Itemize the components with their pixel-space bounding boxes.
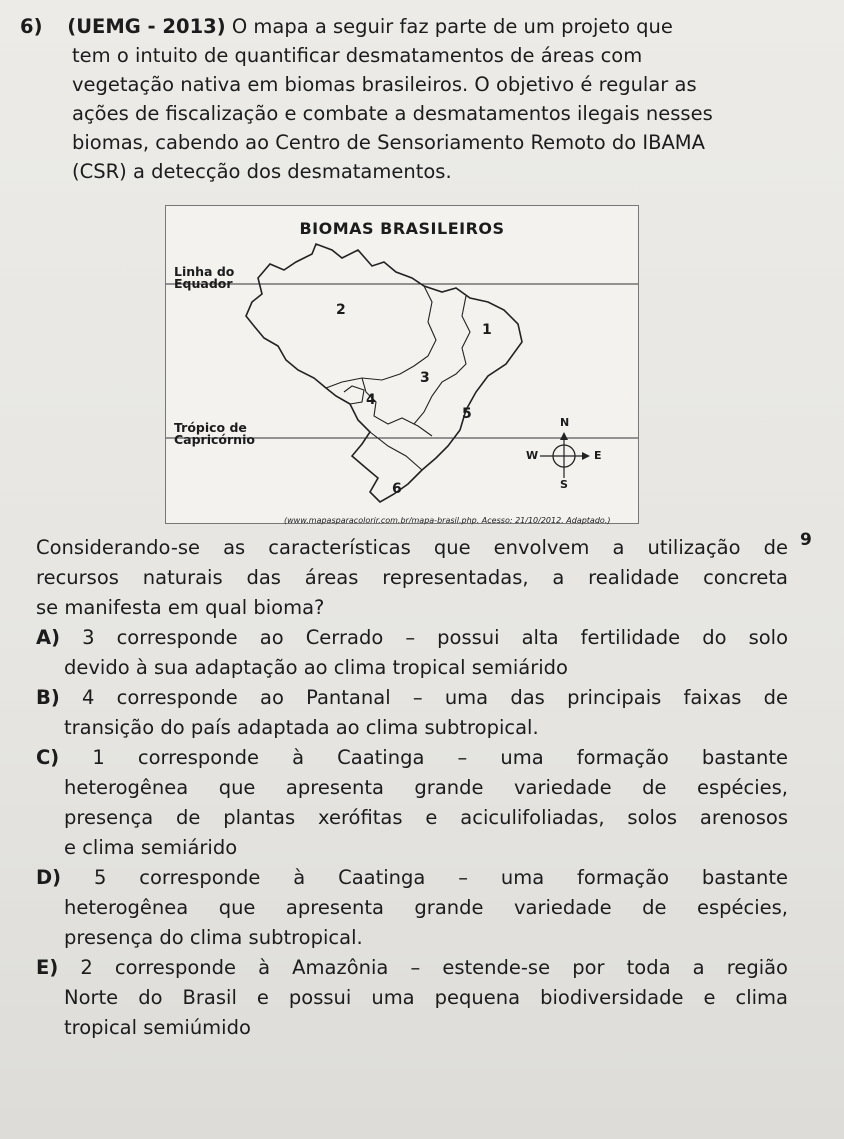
prompt-line-1: Considerando-se as características que envolvem a utilização de xyxy=(36,536,788,559)
question-source: (UEMG - 2013) xyxy=(67,15,226,38)
option-b-line-1: 4 corresponde ao Pantanal – uma das principais faixas de xyxy=(82,686,788,709)
margin-number: 9 xyxy=(800,530,812,550)
biomes-map xyxy=(165,205,639,524)
equator-label-1: Linha do xyxy=(174,264,235,279)
brazil-outline xyxy=(246,244,522,502)
option-b[interactable] xyxy=(36,683,788,743)
option-d-line-2: heterogênea que apresenta grande variedade de espécies, xyxy=(64,896,788,919)
compass-n: N xyxy=(560,416,570,429)
option-c-line-4: e clima semiárido xyxy=(64,836,238,859)
biome-number-1: 1 xyxy=(482,322,492,338)
tropic-label-2: Capricórnio xyxy=(174,432,255,447)
option-e-line-3: tropical semiúmido xyxy=(64,1016,251,1039)
option-c[interactable] xyxy=(36,743,788,863)
stem-line-1: O mapa a seguir faz parte de um projeto que xyxy=(231,15,673,38)
prompt-line-2: recursos naturais das áreas representadas, a realidade concreta xyxy=(36,566,788,589)
option-c-line-1: 1 corresponde à Caatinga – uma formação bastante xyxy=(92,746,788,769)
compass-w: W xyxy=(526,449,539,462)
biome-number-6: 6 xyxy=(392,481,402,497)
option-d-letter: D) xyxy=(36,866,62,889)
equator-label-2: Equador xyxy=(174,276,233,291)
biome-number-5: 5 xyxy=(462,406,472,422)
compass-e: E xyxy=(594,449,602,462)
map-drawing xyxy=(166,206,638,523)
tropic-label-1: Trópico de xyxy=(174,420,247,435)
compass-s: S xyxy=(560,478,568,491)
map-title: BIOMAS BRASILEIROS xyxy=(299,219,505,238)
stem-line-6: (CSR) a detecção dos desmatamentos. xyxy=(72,160,452,183)
prompt-line-3: se manifesta em qual bioma? xyxy=(36,596,325,619)
option-c-line-2: heterogênea que apresenta grande variedade de espécies, xyxy=(64,776,788,799)
option-b-line-2: transição do país adaptada ao clima subtropical. xyxy=(64,716,539,739)
option-c-letter: C) xyxy=(36,746,60,769)
stem-line-2: tem o intuito de quantificar desmatamentos de áreas com xyxy=(72,44,643,67)
option-e-line-1: 2 corresponde à Amazônia – estende-se por toda a região xyxy=(80,956,788,979)
stem-line-5: biomas, cabendo ao Centro de Sensoriamento Remoto do IBAMA xyxy=(72,131,705,154)
stem-line-3: vegetação nativa em biomas brasileiros. O objetivo é regular as xyxy=(72,73,697,96)
option-e-line-2: Norte do Brasil e possui uma pequena biodiversidade e clima xyxy=(64,986,788,1009)
biome-boundary xyxy=(344,386,364,404)
biome-number-4: 4 xyxy=(366,392,376,408)
option-a-line-1: 3 corresponde ao Cerrado – possui alta fertilidade do solo xyxy=(82,626,789,649)
question-number: 6) xyxy=(20,15,43,38)
option-d[interactable] xyxy=(36,863,788,953)
option-a-letter: A) xyxy=(36,626,61,649)
option-d-line-3: presença do clima subtropical. xyxy=(64,926,363,949)
option-a[interactable] xyxy=(36,623,788,683)
option-d-line-1: 5 corresponde à Caatinga – uma formação bastante xyxy=(93,866,788,889)
biome-number-2: 2 xyxy=(336,302,346,318)
question-body xyxy=(36,533,788,1043)
option-a-line-2: devido à sua adaptação ao clima tropical semiárido xyxy=(64,656,568,679)
option-b-letter: B) xyxy=(36,686,60,709)
option-e[interactable] xyxy=(36,953,788,1043)
question-stem xyxy=(20,12,768,186)
option-e-letter: E) xyxy=(36,956,59,979)
map-credit: (www.mapasparacolorir.com.br/mapa-brasil.php. Acesso: 21/10/2012. Adaptado.) xyxy=(284,516,611,525)
stem-line-4: ações de fiscalização e combate a desmatamentos ilegais nesses xyxy=(72,102,713,125)
option-c-line-3: presença de plantas xerófitas e aciculifoliadas, solos arenosos xyxy=(64,806,788,829)
biome-number-3: 3 xyxy=(420,370,430,386)
